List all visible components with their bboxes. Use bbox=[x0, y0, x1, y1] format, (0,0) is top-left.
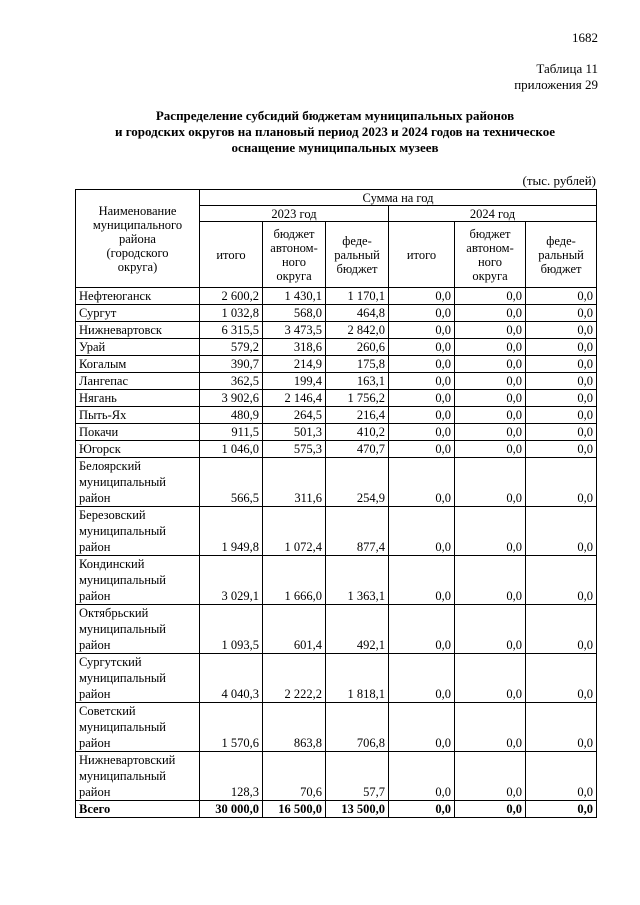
value-cell: 0,0 bbox=[526, 752, 597, 801]
value-cell: 1 363,1 bbox=[326, 556, 389, 605]
value-cell: 410,2 bbox=[326, 424, 389, 441]
value-cell: 216,4 bbox=[326, 407, 389, 424]
value-cell: 0,0 bbox=[389, 605, 455, 654]
value-cell: 501,3 bbox=[263, 424, 326, 441]
value-cell: 0,0 bbox=[389, 507, 455, 556]
value-cell: 0,0 bbox=[389, 339, 455, 356]
value-cell: 0,0 bbox=[455, 407, 526, 424]
value-cell: 3 029,1 bbox=[200, 556, 263, 605]
value-cell: 601,4 bbox=[263, 605, 326, 654]
table-row bbox=[76, 458, 597, 507]
header-sum: Сумма на год bbox=[200, 190, 597, 206]
page-number: 1682 bbox=[572, 30, 598, 45]
subsidy-table bbox=[75, 189, 597, 818]
table-row bbox=[76, 441, 597, 458]
value-cell: 1 818,1 bbox=[326, 654, 389, 703]
total-value-cell: 0,0 bbox=[455, 801, 526, 818]
table-row bbox=[76, 390, 597, 407]
value-cell: 0,0 bbox=[526, 654, 597, 703]
value-cell: 0,0 bbox=[389, 556, 455, 605]
value-cell: 0,0 bbox=[389, 390, 455, 407]
municipality-name: Лангепас bbox=[76, 373, 200, 390]
value-cell: 0,0 bbox=[526, 339, 597, 356]
table-row bbox=[76, 288, 597, 305]
value-cell: 0,0 bbox=[455, 556, 526, 605]
value-cell: 1 949,8 bbox=[200, 507, 263, 556]
value-cell: 0,0 bbox=[455, 356, 526, 373]
value-cell: 4 040,3 bbox=[200, 654, 263, 703]
table-row bbox=[76, 339, 597, 356]
value-cell: 0,0 bbox=[389, 424, 455, 441]
value-cell: 318,6 bbox=[263, 339, 326, 356]
total-label: Всего bbox=[76, 801, 200, 818]
value-cell: 1 666,0 bbox=[263, 556, 326, 605]
total-value-cell: 16 500,0 bbox=[263, 801, 326, 818]
value-cell: 0,0 bbox=[526, 373, 597, 390]
municipality-name: Нижневартовск bbox=[76, 322, 200, 339]
value-cell: 254,9 bbox=[326, 458, 389, 507]
value-cell: 579,2 bbox=[200, 339, 263, 356]
value-cell: 0,0 bbox=[455, 288, 526, 305]
table-row bbox=[76, 752, 597, 801]
unit-label: (тыс. рублей) bbox=[522, 173, 596, 188]
table-row bbox=[76, 407, 597, 424]
value-cell: 0,0 bbox=[526, 424, 597, 441]
value-cell: 568,0 bbox=[263, 305, 326, 322]
value-cell: 311,6 bbox=[263, 458, 326, 507]
value-cell: 0,0 bbox=[389, 458, 455, 507]
value-cell: 0,0 bbox=[389, 305, 455, 322]
municipality-name: Кондинский муниципальный район bbox=[76, 556, 200, 605]
value-cell: 362,5 bbox=[200, 373, 263, 390]
value-cell: 0,0 bbox=[455, 441, 526, 458]
value-cell: 2 600,2 bbox=[200, 288, 263, 305]
header-federal-budget: феде- ральный бюджет bbox=[526, 222, 597, 288]
value-cell: 57,7 bbox=[326, 752, 389, 801]
header-year-2023: 2023 год bbox=[200, 206, 389, 222]
table-row bbox=[76, 356, 597, 373]
table-row bbox=[76, 654, 597, 703]
value-cell: 706,8 bbox=[326, 703, 389, 752]
value-cell: 128,3 bbox=[200, 752, 263, 801]
municipality-name: Покачи bbox=[76, 424, 200, 441]
value-cell: 0,0 bbox=[455, 703, 526, 752]
value-cell: 0,0 bbox=[455, 305, 526, 322]
value-cell: 0,0 bbox=[526, 407, 597, 424]
value-cell: 0,0 bbox=[526, 507, 597, 556]
value-cell: 0,0 bbox=[455, 458, 526, 507]
municipality-name: Октябрьский муниципальный район bbox=[76, 605, 200, 654]
table-label bbox=[514, 61, 598, 93]
value-cell: 492,1 bbox=[326, 605, 389, 654]
value-cell: 70,6 bbox=[263, 752, 326, 801]
municipality-name: Когалым bbox=[76, 356, 200, 373]
value-cell: 863,8 bbox=[263, 703, 326, 752]
header-total: итого bbox=[200, 222, 263, 288]
value-cell: 0,0 bbox=[455, 654, 526, 703]
total-row bbox=[76, 801, 597, 818]
value-cell: 1 046,0 bbox=[200, 441, 263, 458]
value-cell: 0,0 bbox=[455, 339, 526, 356]
table-row bbox=[76, 605, 597, 654]
value-cell: 480,9 bbox=[200, 407, 263, 424]
value-cell: 1 570,6 bbox=[200, 703, 263, 752]
title-line: Распределение субсидий бюджетам муниципальных районов bbox=[155, 108, 515, 123]
value-cell: 6 315,5 bbox=[200, 322, 263, 339]
value-cell: 0,0 bbox=[455, 507, 526, 556]
value-cell: 566,5 bbox=[200, 458, 263, 507]
value-cell: 0,0 bbox=[389, 441, 455, 458]
value-cell: 911,5 bbox=[200, 424, 263, 441]
total-value-cell: 13 500,0 bbox=[326, 801, 389, 818]
value-cell: 464,8 bbox=[326, 305, 389, 322]
total-value-cell: 30 000,0 bbox=[200, 801, 263, 818]
value-cell: 0,0 bbox=[389, 356, 455, 373]
municipality-name: Урай bbox=[76, 339, 200, 356]
value-cell: 0,0 bbox=[455, 605, 526, 654]
value-cell: 0,0 bbox=[389, 654, 455, 703]
value-cell: 0,0 bbox=[526, 322, 597, 339]
value-cell: 199,4 bbox=[263, 373, 326, 390]
value-cell: 0,0 bbox=[455, 424, 526, 441]
value-cell: 264,5 bbox=[263, 407, 326, 424]
value-cell: 1 093,5 bbox=[200, 605, 263, 654]
title-line: оснащение муниципальных музеев bbox=[231, 140, 439, 155]
table-row bbox=[76, 373, 597, 390]
value-cell: 575,3 bbox=[263, 441, 326, 458]
municipality-name: Советский муниципальный район bbox=[76, 703, 200, 752]
header-federal-budget: феде- ральный бюджет bbox=[326, 222, 389, 288]
value-cell: 1 032,8 bbox=[200, 305, 263, 322]
header-total: итого bbox=[389, 222, 455, 288]
municipality-name: Нягань bbox=[76, 390, 200, 407]
value-cell: 0,0 bbox=[526, 441, 597, 458]
value-cell: 0,0 bbox=[526, 288, 597, 305]
municipality-name: Югорск bbox=[76, 441, 200, 458]
municipality-name: Нефтеюганск bbox=[76, 288, 200, 305]
value-cell: 0,0 bbox=[526, 556, 597, 605]
total-value-cell: 0,0 bbox=[389, 801, 455, 818]
value-cell: 0,0 bbox=[526, 356, 597, 373]
value-cell: 214,9 bbox=[263, 356, 326, 373]
value-cell: 1 170,1 bbox=[326, 288, 389, 305]
value-cell: 877,4 bbox=[326, 507, 389, 556]
value-cell: 3 902,6 bbox=[200, 390, 263, 407]
value-cell: 0,0 bbox=[526, 605, 597, 654]
value-cell: 0,0 bbox=[526, 703, 597, 752]
municipality-name: Пыть-Ях bbox=[76, 407, 200, 424]
table-row bbox=[76, 703, 597, 752]
municipality-name: Белоярский муниципальный район bbox=[76, 458, 200, 507]
municipality-name: Сургутский муниципальный район bbox=[76, 654, 200, 703]
header-auto-budget: бюджет автоном- ного округа bbox=[455, 222, 526, 288]
value-cell: 2 842,0 bbox=[326, 322, 389, 339]
header-name-column: Наименование муниципального района (городского округа) bbox=[76, 190, 200, 288]
value-cell: 1 072,4 bbox=[263, 507, 326, 556]
municipality-name: Сургут bbox=[76, 305, 200, 322]
value-cell: 2 146,4 bbox=[263, 390, 326, 407]
value-cell: 3 473,5 bbox=[263, 322, 326, 339]
value-cell: 163,1 bbox=[326, 373, 389, 390]
title-line: и городских округов на плановый период 2023 и 2024 годов на техническое bbox=[114, 124, 556, 139]
value-cell: 0,0 bbox=[389, 322, 455, 339]
value-cell: 0,0 bbox=[389, 407, 455, 424]
municipality-name: Нижневартовский муниципальный район bbox=[76, 752, 200, 801]
header-auto-budget: бюджет автоном- ного округа bbox=[263, 222, 326, 288]
value-cell: 0,0 bbox=[455, 390, 526, 407]
total-value-cell: 0,0 bbox=[526, 801, 597, 818]
header-year-2024: 2024 год bbox=[389, 206, 597, 222]
table-row bbox=[76, 556, 597, 605]
value-cell: 0,0 bbox=[389, 752, 455, 801]
table-label-line: Таблица 11 bbox=[536, 61, 598, 76]
table-row bbox=[76, 424, 597, 441]
document-title bbox=[75, 108, 595, 156]
value-cell: 0,0 bbox=[455, 322, 526, 339]
value-cell: 1 756,2 bbox=[326, 390, 389, 407]
value-cell: 1 430,1 bbox=[263, 288, 326, 305]
value-cell: 470,7 bbox=[326, 441, 389, 458]
value-cell: 175,8 bbox=[326, 356, 389, 373]
table-row bbox=[76, 507, 597, 556]
value-cell: 0,0 bbox=[389, 703, 455, 752]
value-cell: 0,0 bbox=[526, 305, 597, 322]
table-label-line: приложения 29 bbox=[514, 77, 598, 92]
municipality-name: Березовский муниципальный район bbox=[76, 507, 200, 556]
value-cell: 0,0 bbox=[455, 373, 526, 390]
value-cell: 0,0 bbox=[389, 373, 455, 390]
value-cell: 0,0 bbox=[526, 390, 597, 407]
value-cell: 260,6 bbox=[326, 339, 389, 356]
value-cell: 0,0 bbox=[455, 752, 526, 801]
value-cell: 0,0 bbox=[389, 288, 455, 305]
table-row bbox=[76, 305, 597, 322]
value-cell: 2 222,2 bbox=[263, 654, 326, 703]
value-cell: 390,7 bbox=[200, 356, 263, 373]
value-cell: 0,0 bbox=[526, 458, 597, 507]
table-row bbox=[76, 322, 597, 339]
